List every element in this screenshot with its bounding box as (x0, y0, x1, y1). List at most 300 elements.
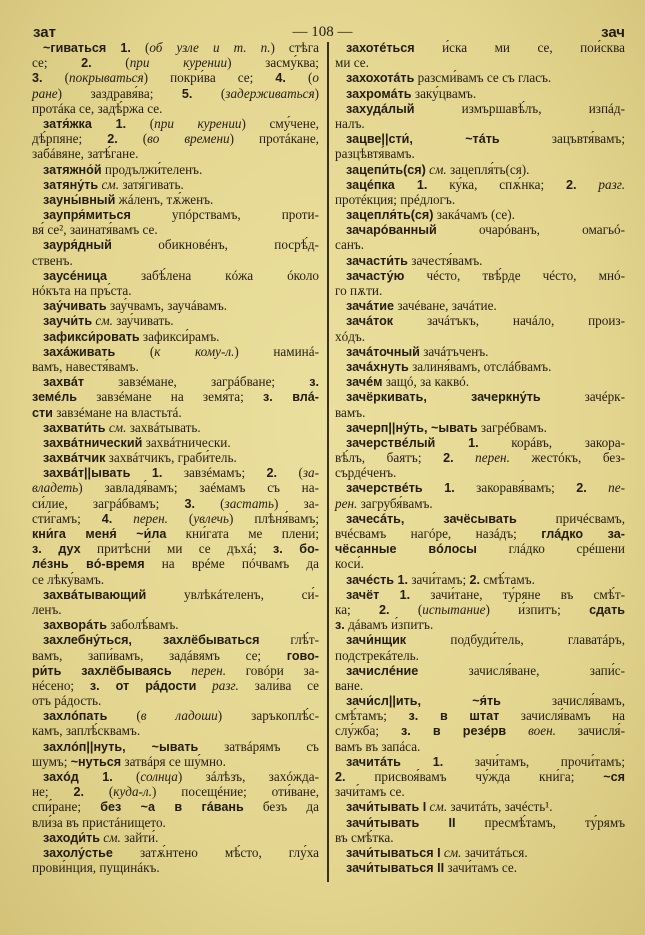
entry-line (32, 253, 319, 268)
definition-text: вли́за въ пристáнището. (32, 814, 166, 830)
headword-text: 2. (566, 177, 577, 192)
headword-text: 4. (275, 71, 286, 86)
entry-line (335, 435, 625, 450)
definition-text: присвоя́вамъ чу́жда кни́га; (345, 769, 604, 784)
definition-text: обикновéнъ, посрѣ́д- (111, 237, 319, 253)
entry-line (335, 632, 625, 647)
dictionary-entry (32, 632, 319, 708)
dictionary-entry (335, 754, 625, 800)
entry-line (335, 70, 625, 85)
entry-line (32, 465, 319, 480)
definition-text: зачисля́- (555, 723, 625, 739)
running-head-left: зат (33, 24, 56, 41)
dictionary-entry (335, 815, 625, 845)
definition-text: нéсено; (32, 677, 90, 693)
headword-text: 2. (469, 572, 480, 587)
definition-text: глѣ́т- (259, 632, 319, 648)
entry-line (32, 496, 319, 511)
definition-text: ) наминá- (234, 343, 319, 359)
label-text: см. (98, 176, 120, 192)
headword-text: зауря́дный (43, 238, 112, 253)
entry-line (32, 344, 319, 359)
headword-text: з. влá- (263, 390, 319, 405)
label-text: за- (302, 465, 319, 481)
headword-text: захáживать (43, 344, 116, 359)
headword-text: 2. (73, 785, 84, 800)
definition-text: ственъ. (32, 252, 73, 268)
dictionary-entry (335, 799, 625, 814)
entry-line (32, 799, 319, 814)
headword-text: ри́ть захлёбываясь (32, 663, 172, 678)
definition-text: ( (167, 510, 194, 526)
entry-line (32, 268, 319, 283)
headword-text: зачёт 1. (346, 587, 411, 602)
definition-text: вя́ се², заинатя́вамъ се. (32, 222, 158, 238)
dictionary-entry (32, 344, 319, 374)
entry-line (335, 177, 625, 192)
headword-text: зачáтие (346, 299, 395, 314)
entry-line (335, 207, 625, 222)
headword-text: зачарóванный (346, 223, 437, 238)
definition-text: ( (115, 343, 155, 359)
entry-line (335, 799, 625, 814)
label-text: пе- (586, 480, 625, 496)
headword-text: зачёркивать, зачеркну́ть (346, 390, 541, 405)
definition-text: затвáрямъ съ (198, 738, 319, 754)
entry-line (32, 86, 319, 101)
entry-line (335, 480, 625, 495)
definition-text: коси́. (335, 556, 364, 572)
definition-text: закоравя́вамъ; (454, 480, 577, 496)
headword-text: з. (309, 375, 319, 390)
headword-text: захотéться (346, 41, 415, 55)
label-text: к кому-л. (154, 343, 235, 359)
definition-text: ( (389, 601, 423, 617)
definition-text: жестóкъ, без- (509, 450, 626, 466)
definition-text: затѫ́нтено мѣ́сто, глу́ха (112, 844, 319, 860)
definition-text: ( (107, 708, 141, 724)
headword-text: ~гиваться 1. (43, 41, 131, 55)
headword-text: зацепля́ть(ся) (346, 208, 434, 223)
definition-text: ) (314, 85, 319, 101)
definition-text: не; (32, 784, 74, 800)
dictionary-entry (335, 70, 625, 85)
entry-line (335, 693, 625, 708)
headword-text: ~ся (603, 770, 625, 784)
headword-text: зачерствéть 1. (346, 481, 455, 496)
headword-text: заучи́ть (43, 314, 93, 329)
headword-text: з. бо- (272, 542, 319, 557)
headword-text: заусéница (43, 268, 108, 283)
headword-text: зачислéние (346, 663, 419, 678)
definition-text: захвáтывать. (126, 419, 201, 435)
definition-text: упóрствамъ, проти- (130, 207, 319, 223)
entry-line (335, 602, 625, 617)
definition-text: дáвамъ и́зпитъ. (344, 617, 434, 633)
headword-text: захолу́стье (43, 845, 113, 860)
definition-text: ( (192, 85, 226, 101)
definition-text: ) протáкане, (229, 131, 319, 147)
entry-line (335, 283, 625, 298)
definition-text: ) засму́ква; (227, 55, 319, 71)
definition-text: зачи́тамъ се. (335, 784, 405, 800)
definition-text: подбуди́тель, главатáръ, (406, 632, 625, 648)
label-text: при курении (154, 115, 242, 131)
label-text: разг. (196, 677, 239, 693)
definition-text: увлѣкáтеленъ, си́- (146, 586, 319, 602)
headword-text: захвáт||ывать 1. (43, 466, 163, 481)
definition-text: го пѫти. (335, 283, 383, 298)
entry-line (335, 268, 625, 283)
entry-line (32, 480, 319, 495)
definition-text: зачисля́вамъ на (499, 708, 625, 724)
headword-text: зачитáть 1. (346, 754, 444, 769)
headword-text: зачи́сл||ить, ~я́ть (346, 694, 501, 709)
headword-text: зачéм (346, 375, 383, 390)
definition-text: загрубя́вамъ. (357, 495, 433, 511)
entry-line (335, 131, 625, 146)
dictionary-entry (32, 845, 319, 875)
definition-text: зачисля́ване, запи́с- (418, 662, 625, 678)
headword-text: зафикси́ровать (43, 329, 140, 344)
entry-line (335, 830, 625, 845)
dictionary-entry (32, 313, 319, 328)
definition-text: зачéване, зачáтие. (394, 298, 497, 314)
entry-line (335, 329, 625, 344)
definition-text: ленъ. (32, 601, 62, 617)
definition-text: кни́гата ме плени́; (166, 526, 319, 541)
definition-text: ) сму́чене, (241, 115, 319, 131)
label-text: перен. (453, 450, 510, 466)
definition-text: се лѣку́вамъ. (32, 571, 105, 587)
entry-line (32, 420, 319, 435)
headword-text: 3. (184, 496, 195, 511)
entry-line (335, 253, 625, 268)
definition-text: налъ. (335, 115, 365, 131)
headword-text: зацéпка 1. (346, 177, 428, 192)
entry-line (335, 617, 625, 632)
headword-text: 2. (576, 481, 587, 496)
entry-line (32, 298, 319, 313)
headword-text: захвати́ть (43, 420, 106, 435)
dictionary-entry (335, 207, 625, 222)
headword-text: з. (335, 618, 345, 633)
entry-line (335, 541, 625, 556)
definition-text: забáвяне, затѣ́гане. (32, 146, 139, 162)
entry-line (32, 648, 319, 663)
definition-text: зачисля́вамъ, (500, 693, 626, 709)
entry-line (32, 283, 319, 298)
dictionary-entry (32, 116, 319, 162)
definition-text: ( (126, 115, 155, 131)
entry-line (32, 222, 319, 237)
definition-text: ( (194, 495, 225, 511)
dictionary-entry (335, 40, 625, 70)
dictionary-entry (335, 663, 625, 693)
definition-text: ( (91, 55, 130, 71)
definition-text: вамъ, запи́вамъ, задáвямъ се; (32, 647, 287, 663)
dictionary-entry (32, 192, 319, 207)
entry-line (335, 739, 625, 754)
dictionary-entry (32, 450, 319, 465)
definition-text: ка; (335, 601, 380, 617)
dictionary-entry (32, 162, 319, 177)
entry-line (335, 222, 625, 237)
definition-text: говóри за- (226, 662, 319, 678)
dictionary-entry (32, 40, 319, 116)
label-text: перен. (171, 662, 226, 678)
entry-line (32, 723, 319, 738)
dictionary-entry (32, 177, 319, 192)
definition-text: зау́чвамъ, заучáвамъ. (106, 298, 228, 314)
entry-line (335, 313, 625, 328)
headword-text: зачасту́ю (346, 268, 405, 283)
dictionary-entry (32, 465, 319, 587)
entry-line (335, 389, 625, 404)
headword-text: захохотáть (346, 71, 415, 86)
headword-text: зацве||сти́, ~тáть (346, 132, 500, 147)
definition-text: вѣ́лъ, баятъ; (335, 450, 444, 466)
dictionary-entry (335, 268, 625, 298)
definition-text: вчéсвамъ нагóре, назáдъ; (335, 526, 542, 541)
definition-text: ) покри́ва се; (143, 70, 276, 86)
entry-line (32, 541, 319, 556)
entry-line (335, 845, 625, 860)
entry-line (335, 815, 625, 830)
entry-line (32, 435, 319, 450)
definition-text: ) за- (273, 495, 319, 511)
dictionary-entry (335, 313, 625, 343)
entry-line (32, 70, 319, 85)
headword-text: глáдко за- (541, 527, 625, 541)
entry-line (32, 632, 319, 647)
headword-text: з. в резéрв (400, 724, 507, 739)
label-text: разг. (576, 176, 626, 192)
headword-text: захлебну́ться, захлёбываться (43, 633, 260, 648)
headword-text: заупря́миться (43, 208, 131, 223)
headword-text: 2. (266, 466, 278, 481)
definition-text: захвáтнически. (142, 434, 231, 450)
headword-text: затя́жка 1. (43, 116, 127, 131)
entry-line (32, 587, 319, 602)
headword-text: захлóп||нуть, ~ывать (43, 739, 199, 754)
definition-text: ) плѣня́вамъ; (228, 510, 319, 526)
headword-text: з. дух (32, 542, 81, 557)
entry-line (335, 784, 625, 799)
entry-line (32, 617, 319, 632)
definition-text: шумъ; (32, 753, 71, 769)
headword-text: зауны́вный (43, 192, 116, 207)
definition-text: дѣ́рпяне; (32, 131, 108, 147)
definition-text: закáчамъ (се). (433, 207, 515, 223)
headword-text: зачи́тывать I (346, 800, 427, 815)
entry-line (335, 769, 625, 784)
definition-text: глáдко срéшени (476, 541, 625, 557)
definition-text: защó, за каквó. (382, 374, 470, 390)
dictionary-entry (32, 374, 319, 420)
headword-text: 2. (443, 451, 454, 466)
entry-line (32, 830, 319, 845)
headword-text: захвáт (43, 375, 85, 390)
page-number: — 108 — (292, 24, 353, 40)
label-text: покрываться (69, 70, 144, 86)
definition-text: безъ да (243, 799, 319, 815)
definition-text: вамъ въ запáса. (335, 738, 421, 754)
entry-line (32, 739, 319, 754)
headword-text: 2. (335, 770, 346, 784)
headword-text: захвáтывающий (43, 587, 147, 602)
definition-text: затя́гивать. (119, 176, 184, 192)
running-head-right: зач (601, 24, 625, 41)
definition-text: разсми́вамъ се съ гласъ. (414, 70, 552, 86)
definition-text: ) зáлѣзъ, захóжда- (177, 769, 319, 784)
definition-text: си́лие, загрáбвамъ; (32, 495, 185, 511)
definition-text: спи́ране; (32, 799, 101, 815)
definition-text: причéсвамъ, (516, 510, 626, 526)
definition-text: зачи́тане, ту́ряне въ смѣ́т- (410, 586, 625, 602)
entry-line (32, 708, 319, 723)
entry-line (32, 313, 319, 328)
entry-line (335, 754, 625, 769)
entry-line (32, 177, 319, 192)
entry-line (335, 55, 625, 70)
definition-text: зацъвтя́вамъ; (499, 131, 625, 147)
definition-text: ) завладя́вамъ; заéмамъ съ на- (78, 480, 319, 496)
definition-text: притѣсни́ ми се дъхá; (80, 541, 273, 557)
definition-text: въ смѣ́тка. (335, 829, 394, 845)
label-text: см. (105, 419, 127, 435)
label-text: рен. (335, 495, 358, 511)
dictionary-entry (335, 298, 625, 313)
definition-text: ку́ка, спѫ́нка; (427, 176, 566, 192)
definition-text: нóкъта на пръ́ста. (32, 283, 132, 298)
dictionary-entry (335, 359, 625, 374)
entry-line (335, 450, 625, 465)
entry-line (32, 237, 319, 252)
headword-text: заходи́ть (43, 830, 100, 845)
label-text: во времени (147, 131, 230, 147)
entry-line (335, 572, 625, 587)
label-text: при курении (129, 55, 228, 71)
entry-line (335, 860, 625, 875)
definition-text: затвáря се шу́мно. (121, 753, 226, 769)
definition-text: се; (32, 55, 82, 71)
definition-text: завзéмане на властьтá. (52, 404, 182, 420)
definition-text: зачéрк- (540, 389, 625, 405)
entry-line (335, 587, 625, 602)
dictionary-entry (32, 617, 319, 632)
entry-line (32, 572, 319, 587)
headword-text: земéль (32, 390, 77, 405)
dictionary-entry (335, 587, 625, 633)
headword-text: 5. (181, 86, 193, 101)
entry-line (32, 602, 319, 617)
entry-line (335, 101, 625, 116)
definition-text: зайти́. (120, 829, 159, 845)
entry-line (335, 663, 625, 678)
dictionary-entry (32, 298, 319, 313)
headword-text: гово- (286, 648, 319, 663)
entry-line (32, 131, 319, 146)
headword-text: захвáтнический (43, 435, 143, 450)
entry-line (32, 146, 319, 161)
definition-text: заку́цвамъ. (411, 85, 477, 101)
definition-text: зачитáть, зачéсть¹. (447, 799, 553, 815)
definition-text: ) заздравя́ва; (57, 85, 182, 101)
definition-text: зачестя́вамъ. (407, 252, 483, 268)
definition-text: корáвъ, закора- (478, 434, 625, 450)
definition-text: подстрекáтель. (335, 647, 419, 663)
definition-text: зафикси́рамъ. (139, 328, 220, 344)
definition-text: захвáтчикъ, граби́тель. (105, 450, 237, 466)
definition-text: ( (112, 769, 141, 784)
entry-line (32, 192, 319, 207)
headword-text: захворáть (43, 618, 107, 633)
entry-line (335, 511, 625, 526)
dictionary-entry (335, 222, 625, 252)
headword-text: зачерп||ну́ть, ~ывать (346, 420, 478, 435)
definition-text: смѣ́тамъ. (479, 571, 535, 587)
dictionary-entry (335, 420, 625, 435)
entry-line (335, 556, 625, 571)
definition-text: продължи́теленъ. (101, 161, 203, 177)
entry-line (335, 40, 625, 55)
entry-line (32, 101, 319, 116)
definition-text: протéкция; прéдлогъ. (335, 191, 456, 207)
headword-text: зау́чивать (43, 299, 107, 314)
dictionary-entry (335, 131, 625, 161)
label-text: см. (99, 829, 121, 845)
definition-text: чéсто, твѣ́рде чéсто, мнó- (404, 267, 625, 283)
headword-text: 2. (107, 132, 118, 147)
definition-text: завзéмамъ; (162, 465, 267, 481)
entry-line (32, 663, 319, 678)
label-text: в ладоши (140, 708, 218, 724)
label-text: см. (425, 161, 447, 177)
entry-line (335, 723, 625, 738)
entry-line (335, 526, 625, 541)
entry-line (32, 845, 319, 860)
label-text: ране (32, 85, 58, 101)
entry-line (335, 86, 625, 101)
entry-line (335, 298, 625, 313)
dictionary-entry (335, 374, 625, 389)
definition-text: отъ рáдость. (32, 693, 102, 709)
dictionary-entry (335, 435, 625, 481)
headword-text: сти (32, 405, 53, 420)
definition-text: загрéбвамъ. (477, 419, 547, 435)
definition-text: на врéме пóчвамъ да (144, 556, 319, 572)
label-text: об узле и т. п. (149, 40, 271, 55)
label-text: см. (92, 313, 113, 329)
entry-line (32, 860, 319, 875)
definition-text: ване. (335, 677, 364, 693)
headword-text: зачасти́ть (346, 253, 408, 268)
headword-text: 3. (32, 71, 43, 86)
definition-text: протáка се, задѣ́ржа се. (32, 100, 163, 116)
definition-text: залиня́вамъ, отслáбвамъ. (408, 358, 552, 374)
entry-line (335, 708, 625, 723)
definition-text: зачи́тамъ, прочи́тамъ; (443, 753, 625, 769)
definition-text: ) стѣга (270, 40, 319, 55)
definition-text: вамъ, навестя́вамъ. (32, 358, 139, 374)
dictionary-entry (32, 830, 319, 845)
entry-line (335, 237, 625, 252)
dictionary-entry (335, 632, 625, 662)
headword-text: зачáточный (346, 344, 420, 359)
dictionary-entry (32, 769, 319, 830)
label-text: испытание (422, 601, 486, 617)
